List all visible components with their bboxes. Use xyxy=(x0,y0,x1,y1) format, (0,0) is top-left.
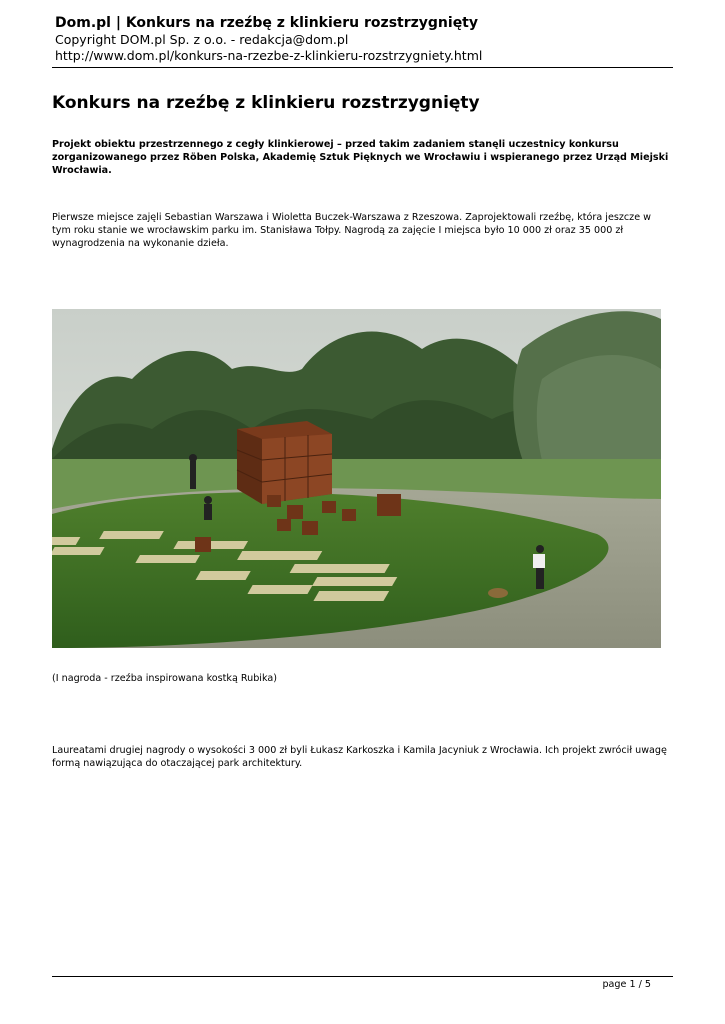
header-title: Dom.pl | Konkurs na rzeźbę z klinkieru rozstrzygnięty xyxy=(55,15,479,31)
header-copyright: Copyright DOM.pl Sp. z o.o. - redakcja@dom.pl xyxy=(55,32,349,47)
footer-divider xyxy=(52,976,673,977)
article-title: Konkurs na rzeźbę z klinkieru rozstrzygnięty xyxy=(52,93,480,113)
article-paragraph-1: Pierwsze miejsce zajęli Sebastian Warszawa i Wioletta Buczek-Warszawa z Rzeszowa. Zaprojektowali rzeźbę, która jeszcze w tym roku stanie we wrocławskim parku im. Stanisława Tołpy. Nagrodą za zajęcie I miejsca było 10 000 zł oraz 35 000 zł wynagrodzenia na wykonanie dzieła. xyxy=(52,212,651,249)
article-paragraph-2: Laureatami drugiej nagrody o wysokości 3 000 zł byli Łukasz Karkoszka i Kamila Jacyniuk z Wrocławia. Ich projekt zwrócił uwagę formą nawiązująca do otaczającej park architektury. xyxy=(52,745,667,769)
image-caption: (I nagroda - rzeźba inspirowana kostką Rubika) xyxy=(52,673,277,684)
header-divider xyxy=(52,67,673,68)
page-number: page 1 / 5 xyxy=(602,979,651,990)
header-url[interactable]: http://www.dom.pl/konkurs-na-rzezbe-z-klinkieru-rozstrzygniety.html xyxy=(55,48,483,63)
article-lead: Projekt obiektu przestrzennego z cegły klinkierowej – przed takim zadaniem stanęli uczestnicy konkursu zorganizowanego przez Röben Polska, Akademię Sztuk Pięknych we Wrocławiu i wspieranego przez Urząd Miejski Wrocławia. xyxy=(52,139,669,176)
sculpture-rendering-image xyxy=(52,309,661,648)
document-header xyxy=(55,14,673,64)
